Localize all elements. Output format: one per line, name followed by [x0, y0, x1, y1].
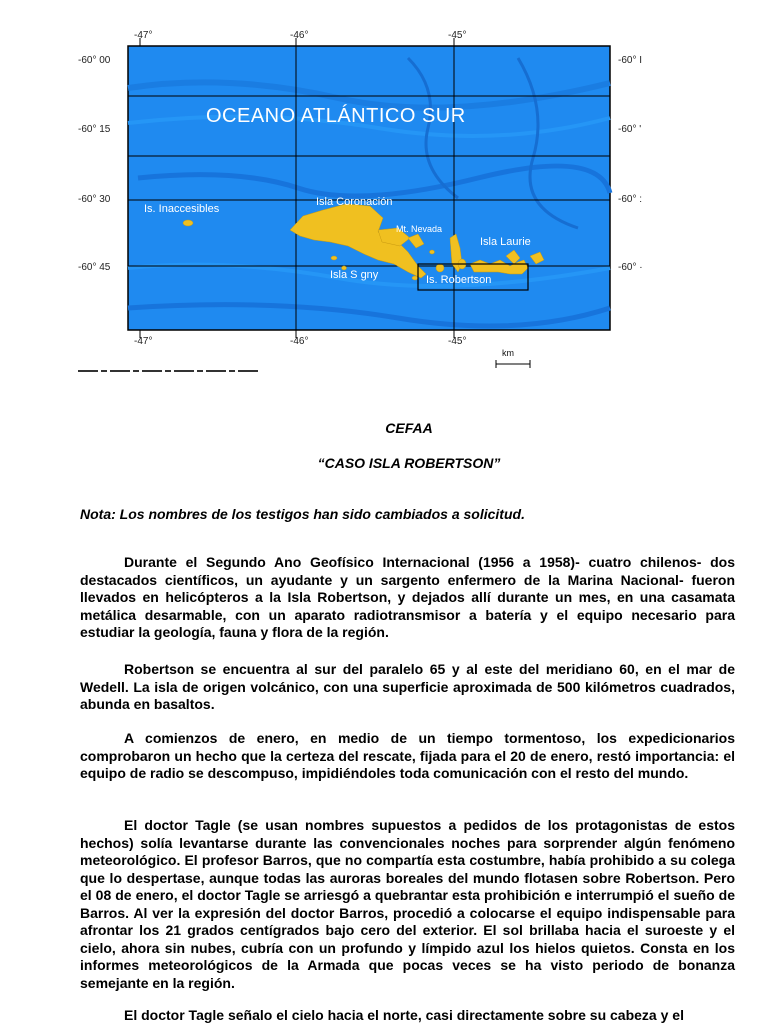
- map-title: OCEANO ATLÁNTICO SUR: [206, 105, 466, 127]
- lat-label-left: -60° 00: [78, 55, 111, 66]
- lat-label-right: -60° :: [618, 194, 643, 205]
- paragraph-3: A comienzos de enero, en medio de un tiempo tormentoso, los expedicionarios comprobaron un hecho que la certeza del rescate, fijada para el 20 de enero, restó importancia: el equipo de radio se descompuso, impidiéndoles toda comunicación con el resto del mundo.: [80, 730, 735, 781]
- lat-label-left: -60° 45: [78, 262, 111, 273]
- paragraph-1: Durante el Segundo Ano Geofísico Internacional (1956 a 1958)- cuatro chilenos- dos destacados científicos, un ayudante y un sargento enfermero de la Marina Nacional- fueron llevados en helicópteros a la Isla Robertson, y dejados allí durante un mes, en una casamata metálica desarmable, con un aparato radiotransmisor a batería y el equipo necesario para estudiar la geología, fauna y flora de la región.: [80, 554, 735, 640]
- paragraph-2: Robertson se encuentra al sur del paralelo 65 y al este del meridiano 60, en el mar de Wedell. La isla de origen volcánico, con una superficie aproximada de 500 kilómetros cuadrados, abunda en basaltos.: [80, 661, 735, 712]
- lat-label-left: -60° 30: [78, 194, 111, 205]
- lon-label-top: -45°: [448, 30, 467, 41]
- lon-label-top: -46°: [290, 30, 309, 41]
- map-label-signy: Isla S gny: [330, 269, 379, 281]
- lon-label-bottom: -46°: [290, 336, 309, 347]
- org-heading: CEFAA: [385, 420, 433, 436]
- map-label-inaccesibles: Is. Inaccesibles: [144, 203, 220, 215]
- map-label-nevada: Mt. Nevada: [396, 224, 443, 234]
- note-text: Nota: Los nombres de los testigos han sido cambiados a solicitud.: [80, 506, 525, 522]
- lat-label-right: -60° ·: [618, 262, 643, 273]
- case-title: “CASO ISLA ROBERTSON”: [317, 455, 501, 471]
- map-figure: [78, 28, 648, 378]
- map-label-laurie: Isla Laurie: [480, 236, 531, 248]
- lat-label-right: -60° I: [618, 55, 643, 66]
- lon-label-top: -47°: [134, 30, 153, 41]
- lat-label-right: -60° ': [618, 124, 642, 135]
- lon-label-bottom: -45°: [448, 336, 467, 347]
- lat-label-left: -60° 15: [78, 124, 111, 135]
- paragraph-5: El doctor Tagle señalo el cielo hacia el norte, casi directamente sobre su cabeza y el: [124, 1007, 684, 1023]
- paragraph-4: El doctor Tagle (se usan nombres supuestos a pedidos de los protagonistas de estos hechos) solía levantarse durante las convencionales noches para sorprender algún fenómeno meteorológico. El profesor Barros, que no compartía esta costumbre, había prohibido a su colega que lo despertase, aunque todas las auroras boreales del mundo flotasen sobre Robertson. Pero el 08 de enero, el doctor Tagle se arriesgó a quebrantar esta prohibición e interrumpió el sueño de Barros. Al ver la expresión del doctor Barros, procedió a colocarse el equipo indispensable para afrontar los 21 grados centígrados bajo cero del exterior. El sol brillaba hacia el suroeste y el cielo, ahora sin nubes, cubría con un profundo y límpido azul los hielos quietos. Consta en los informes meteorológicos de la Armada que pocas veces se ha visto periodo de bonanza semejante en la región.: [80, 817, 735, 991]
- map-label-coronacion: Isla Coronación: [316, 196, 393, 208]
- scale-unit-label: km: [502, 348, 514, 358]
- map-label-robertson: Is. Robertson: [426, 274, 492, 286]
- lon-label-bottom: -47°: [134, 336, 153, 347]
